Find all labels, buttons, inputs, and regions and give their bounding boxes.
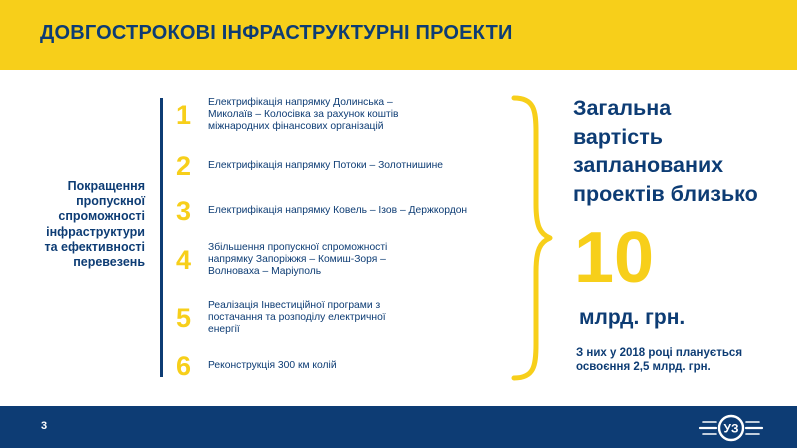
- goal-label-line: та ефективності: [44, 239, 145, 254]
- total-cost-line: запланованих: [573, 153, 724, 177]
- uz-logo-icon: [698, 413, 764, 443]
- project-number: 3: [176, 196, 192, 226]
- total-cost-line: вартість: [573, 124, 663, 149]
- logo-lettering: УЗ: [723, 421, 739, 436]
- project-text-line: Збільшення пропускної спроможності: [208, 241, 388, 253]
- project-number: 2: [176, 151, 192, 181]
- plan-2018-note: [576, 346, 791, 374]
- footer-bar: [0, 406, 797, 448]
- goal-label-line: Покращення: [67, 179, 145, 193]
- project-text-line: Волноваха – Маріуполь: [208, 266, 322, 278]
- project-text-line: Електрифікація напрямку Ковель – Ізов – Держкордон: [208, 204, 468, 216]
- curly-brace-icon: [510, 94, 554, 382]
- total-cost-line: проектів близько: [573, 181, 758, 206]
- goal-label-line: інфраструктури: [46, 224, 145, 239]
- page-title: ДОВГОСТРОКОВІ ІНФРАСТРУКТУРНІ ПРОЕКТИ: [40, 22, 513, 44]
- project-description: [208, 300, 508, 336]
- amount-unit: млрд. грн.: [579, 306, 686, 329]
- vertical-divider: [160, 98, 163, 377]
- goal-label-line: перевезень: [73, 255, 145, 270]
- project-text-line: міжнародних фінансових організацій: [208, 121, 384, 133]
- project-text-line: Реконструкція 300 км колій: [208, 359, 337, 371]
- project-text-line: Миколаїв – Колосівка за рахунок коштів: [208, 108, 399, 120]
- project-number: 6: [176, 351, 192, 381]
- goal-label: [14, 179, 145, 270]
- project-number: 4: [176, 245, 192, 275]
- note-line: З них у 2018 році планується: [576, 347, 743, 359]
- project-text-line: Реалізація Інвестиційної програми з: [208, 299, 381, 311]
- total-cost-label: [573, 94, 793, 208]
- note-line: освоєння 2,5 млрд. грн.: [576, 361, 711, 373]
- project-description: [208, 148, 508, 184]
- page-number: 3: [41, 420, 48, 432]
- project-description: [208, 193, 508, 229]
- goal-label-line: пропускної: [76, 194, 145, 209]
- total-cost-line: Загальна: [573, 96, 672, 120]
- project-text-line: Електрифікація напрямку Долинська –: [208, 96, 393, 108]
- total-amount: 10: [574, 218, 655, 298]
- project-description: [208, 348, 508, 384]
- project-description: [208, 97, 508, 133]
- project-description: [208, 242, 508, 278]
- header-bar: [0, 0, 797, 70]
- project-text-line: енергії: [208, 324, 240, 336]
- project-text-line: Електрифікація напрямку Потоки – Золотнишине: [208, 159, 443, 171]
- project-text-line: напрямку Запоріжжя – Комиш-Зоря –: [208, 253, 386, 265]
- project-number: 1: [176, 100, 192, 130]
- project-number: 5: [176, 303, 192, 333]
- goal-label-line: спроможності: [58, 209, 145, 224]
- project-text-line: постачання та розподілу електричної: [208, 311, 386, 323]
